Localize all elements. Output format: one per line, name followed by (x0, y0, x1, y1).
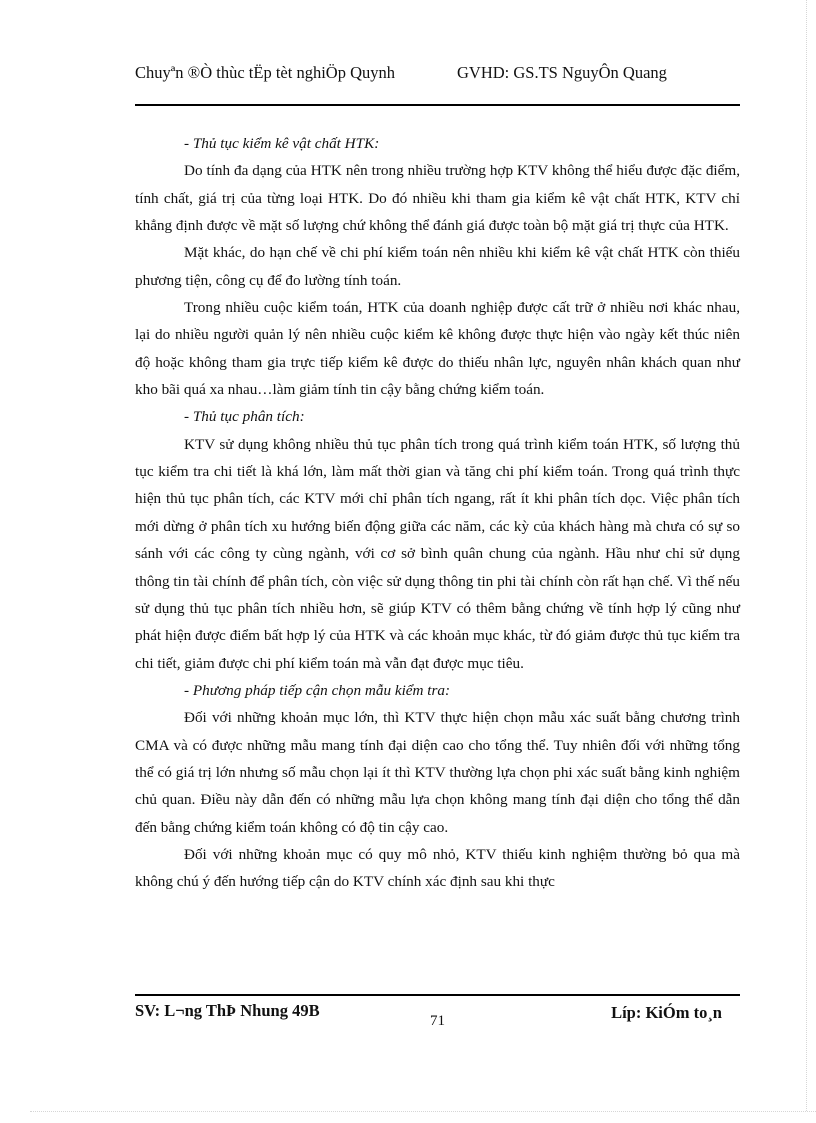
paragraph: Đối với những khoản mục lớn, thì KTV thực hiện chọn mẫu xác suất bằng chương trình CMA và có được những mẫu mang tính đại diện cao cho tổng thể. Tuy nhiên đối với những tổng thể có giá trị lớn nhưng số mẫu chọn lại ít thì KTV thường lựa chọn phi xác suất bằng kinh nghiệm chủ quan. Điều này dẫn đến có những mẫu lựa chọn không mang tính đại diện cho tổng thể dẫn đến bằng chứng kiểm toán không có độ tin cậy cao. (135, 709, 740, 836)
header-supervisor: GVHD: GS.TS NguyÔn Quang (457, 63, 667, 82)
paragraph: KTV sử dụng không nhiều thủ tục phân tích trong quá trình kiểm toán HTK, số lượng thủ tục kiểm tra chi tiết là khá lớn, làm mất thời gian và tăng chi phí kiểm toán. Trong quá trình thực hiện thủ tục phân tích, các KTV mới chỉ phân tích ngang, rất ít khi phân tích dọc. Việc phân tích mới dừng ở phân tích xu hướng biến động giữa các năm, các kỳ của khách hàng mà chưa có sự so sánh với các công ty cùng ngành, với cơ sở bình quân chung của ngành. Hầu như chỉ sử dụng thông tin tài chính để phân tích, còn việc sử dụng thông tin phi tài chính còn rất hạn chế. Vì thế nếu sử dụng thủ tục phân tích nhiều hơn, sẽ giúp KTV có thêm bằng chứng về tính hợp lý cũng như phát hiện được điểm bất hợp lý của HTK và các khoản mục khác, từ đó giảm được thủ tục kiểm tra chi tiết, giảm được chi phí kiểm toán mà vẫn đạt được mục tiêu. (135, 435, 740, 672)
paragraph: Do tính đa dạng của HTK nên trong nhiều trường hợp KTV không thể hiểu được đặc điểm, tính chất, giá trị của từng loại HTK. Do đó nhiều khi tham gia kiểm kê vật chất HTK, KTV chỉ khẳng định được về mặt số lượng chứ không thể đánh giá được toàn bộ mặt giá trị thực của HTK. (135, 162, 740, 235)
header-thesis-title: Chuyªn ®Ò thùc tËp tèt nghiÖp Quynh (135, 63, 395, 82)
page-number: 71 (430, 1013, 445, 1029)
page-header (135, 60, 740, 106)
page-border-right (806, 0, 807, 1111)
document-body (135, 130, 740, 896)
section-heading-analytical-procedures: - Thủ tục phân tích: (184, 408, 305, 426)
footer-student-name: SV: L¬ng ThÞ Nhung 49B (135, 1001, 320, 1020)
section-heading-sampling-approach: - Phương pháp tiếp cận chọn mẫu kiểm tra: (184, 681, 451, 699)
page-footer (135, 994, 740, 1029)
paragraph: Đối với những khoản mục có quy mô nhỏ, KTV thiếu kinh nghiệm thường bỏ qua mà không chú ý đến hướng tiếp cận do KTV chính xác định sau khi thực (135, 845, 740, 891)
paragraph: Trong nhiều cuộc kiểm toán, HTK của doanh nghiệp được cất trữ ở nhiều nơi khác nhau, lại do nhiều người quản lý nên nhiều cuộc kiểm kê không được thực hiện vào ngày kết thúc niên độ hoặc không tham gia trực tiếp kiểm kê được do thiếu nhân lực, nguyên nhân khách quan như kho bãi quá xa nhau…làm giảm tính tin cậy bằng chứng kiểm toán. (135, 299, 740, 399)
section-heading-inventory-count: - Thủ tục kiểm kê vật chất HTK: (184, 135, 380, 152)
paragraph: Mặt khác, do hạn chế về chi phí kiểm toán nên nhiều khi kiểm kê vật chất HTK còn thiếu phương tiện, công cụ để đo lường tính toán. (135, 244, 740, 289)
page-border-bottom (30, 1111, 816, 1112)
footer-class: Líp: KiÓm to¸n (611, 1003, 722, 1022)
